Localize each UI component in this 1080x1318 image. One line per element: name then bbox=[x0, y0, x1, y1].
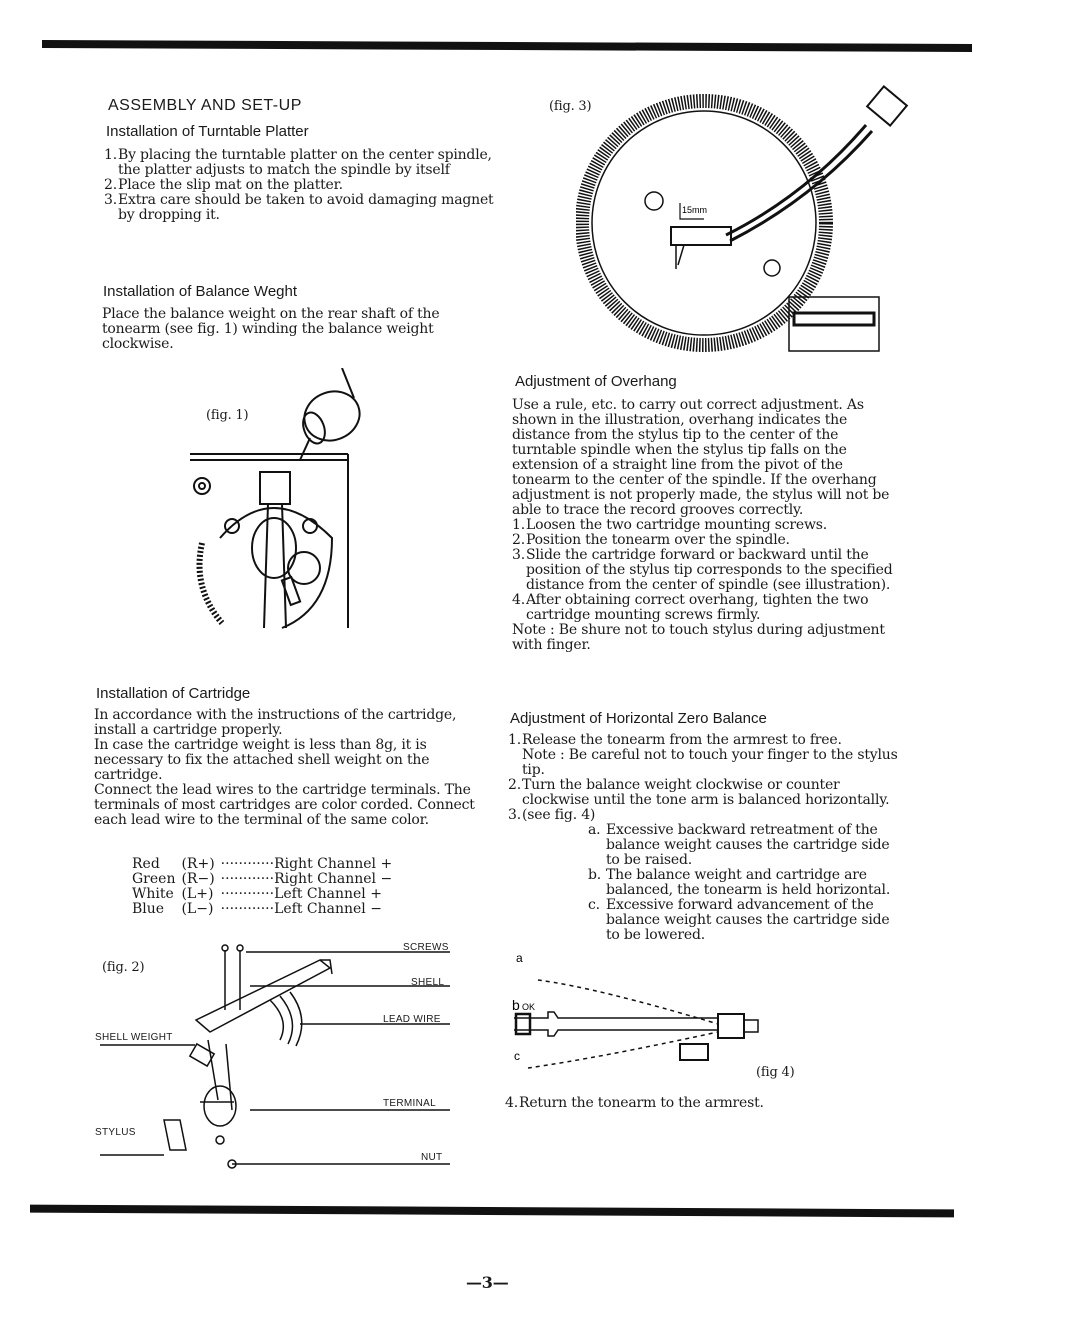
fig4-label-b: b bbox=[512, 997, 520, 1013]
table-row: Red (R+) ············Right Channel + bbox=[132, 856, 393, 872]
cartridge-paragraph-3: Connect the lead wires to the cartridge terminals. The terminals of most cartridges are color corded. Connect each lead wire to the terminal of the same color. bbox=[94, 782, 475, 828]
fig4-illustration bbox=[508, 948, 798, 1088]
label-terminal: TERMINAL bbox=[383, 1098, 436, 1109]
list-item: 1. Release the tonearm from the armrest to free. Note : Be careful not to touch your finger to the stylus tip. bbox=[508, 732, 898, 778]
fig3-illustration bbox=[576, 85, 931, 360]
fig4-label-c: c bbox=[514, 1049, 520, 1063]
bottom-rule bbox=[30, 1205, 954, 1218]
balance-weight-heading: Installation of Balance Weght bbox=[103, 283, 298, 300]
fig4-label-a: a bbox=[516, 951, 523, 965]
label-stylus: STYLUS bbox=[95, 1127, 136, 1138]
label-nut: NUT bbox=[421, 1152, 443, 1163]
fig3-caption: (fig. 3) bbox=[549, 99, 592, 114]
fig1-caption: (fig. 1) bbox=[206, 408, 249, 423]
list-item: b. The balance weight and cartridge are balanced, the tonearm is held horizontal. bbox=[588, 867, 891, 898]
fig4-label-ok: OK bbox=[522, 1002, 536, 1012]
table-row: White (L+) ············Left Channel + bbox=[132, 886, 382, 902]
cartridge-text bbox=[94, 708, 490, 828]
label-screws: SCREWS bbox=[403, 942, 449, 953]
fig2-caption: (fig. 2) bbox=[102, 960, 145, 975]
list-item: 2. Turn the balance weight clockwise or counter clockwise until the tone arm is balanced horizontally. bbox=[508, 777, 890, 808]
zero-balance-substeps bbox=[588, 823, 898, 943]
list-item: 2. Position the tonearm over the spindle. bbox=[512, 532, 790, 548]
list-item: a. Excessive backward retreatment of the balance weight causes the cartridge side to be raised. bbox=[588, 822, 890, 868]
list-item: 3. (see fig. 4) bbox=[508, 807, 596, 823]
platter-steps bbox=[104, 148, 502, 223]
table-row: Green (R−) ············Right Channel − bbox=[132, 871, 393, 887]
label-lead-wire: LEAD WIRE bbox=[383, 1014, 441, 1025]
section-title: ASSEMBLY AND SET-UP bbox=[108, 97, 302, 114]
label-shell-weight: SHELL WEIGHT bbox=[95, 1032, 173, 1043]
fig4-caption: (fig 4) bbox=[756, 1065, 795, 1080]
overhang-heading: Adjustment of Overhang bbox=[515, 373, 677, 390]
zero-balance-text bbox=[508, 733, 900, 943]
list-item: 3. Slide the cartridge forward or backward until the position of the stylus tip corresponds to the specified distance from the center of spindle (see illustration). bbox=[512, 547, 893, 593]
cartridge-heading: Installation of Cartridge bbox=[96, 685, 251, 702]
top-rule bbox=[42, 40, 972, 52]
list-item: 2. Place the slip mat on the platter. bbox=[104, 177, 343, 193]
list-item: 1. Loosen the two cartridge mounting screws. bbox=[512, 517, 827, 533]
list-item: c. Excessive forward advancement of the balance weight causes the cartridge side to be lowered. bbox=[588, 897, 890, 943]
fig3-scale-label: 15mm bbox=[682, 205, 708, 215]
list-item: 1. By placing the turntable platter on the center spindle, the platter adjusts to match the spindle by itself bbox=[104, 147, 492, 178]
label-shell: SHELL bbox=[411, 977, 445, 988]
zero-balance-heading: Adjustment of Horizontal Zero Balance bbox=[510, 710, 767, 727]
platter-heading: Installation of Turntable Platter bbox=[106, 123, 309, 140]
zero-balance-step-4: 4. Return the tonearm to the armrest. bbox=[505, 1095, 764, 1111]
fig2-illustration bbox=[100, 940, 460, 1170]
cartridge-paragraph-1: In accordance with the instructions of the cartridge, install a cartridge properly. bbox=[94, 707, 457, 738]
balance-weight-text: Place the balance weight on the rear shaft of the tonearm (see fig. 1) winding the balance weight clockwise. bbox=[102, 306, 440, 352]
cartridge-paragraph-2: In case the cartridge weight is less than 8g, it is necessary to fix the attached shell weight on the cartridge. bbox=[94, 737, 430, 783]
overhang-steps bbox=[512, 518, 904, 623]
fig1-illustration bbox=[182, 368, 362, 638]
overhang-intro: Use a rule, etc. to carry out correct adjustment. As shown in the illustration, overhang indicates the distance from the stylus tip to the center of the turntable spindle when the stylus tip falls on the extension of a straight line from the pivot of the tonearm to the center of the spindle. If the overhang adjustment is not properly made, the stylus will not be able to trace the record grooves correctly. bbox=[512, 397, 890, 518]
overhang-note: Note : Be shure not to touch stylus during adjustment with finger. bbox=[512, 622, 885, 653]
wire-color-table bbox=[132, 857, 398, 917]
list-item: 4. After obtaining correct overhang, tighten the two cartridge mounting screws firmly. bbox=[512, 592, 869, 623]
list-item: 3. Extra care should be taken to avoid damaging magnet by dropping it. bbox=[104, 192, 494, 223]
overhang-text bbox=[512, 398, 904, 653]
table-row: Blue (L−) ············Left Channel − bbox=[132, 901, 382, 917]
page-number: —3— bbox=[466, 1273, 509, 1292]
